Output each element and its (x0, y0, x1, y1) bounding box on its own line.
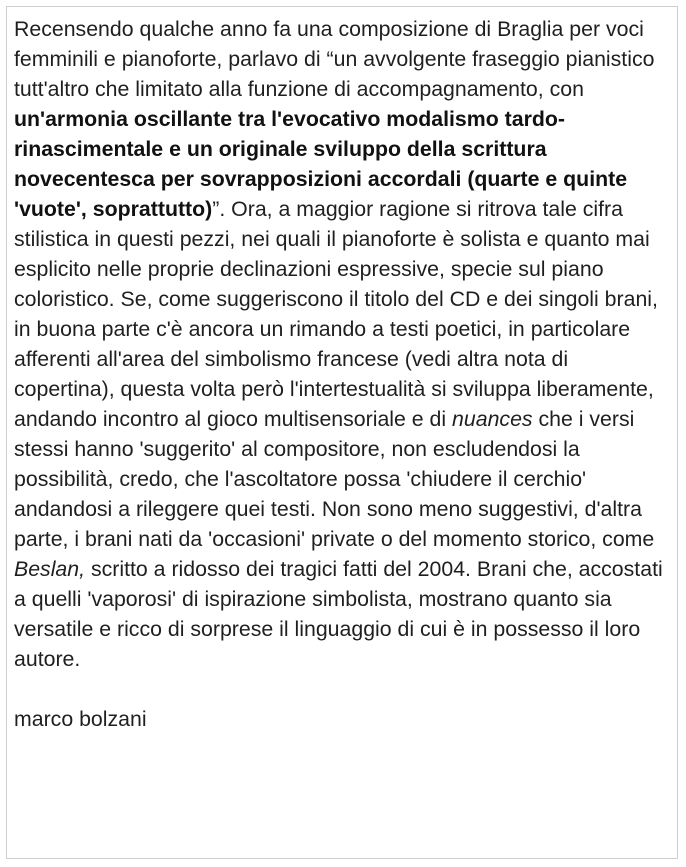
review-paragraph (14, 14, 674, 674)
review-bold-quote: un'armonia oscillante tra l'evocativo modalismo tardo-rinascimentale e un originale sviluppo della scrittura novecentesca per sovrapposizioni accordali (quarte e quinte 'vuote', soprattutto) (14, 107, 628, 221)
review-italic-beslan: Beslan, (14, 557, 86, 581)
review-author: marco bolzani (14, 707, 147, 731)
review-text-2: ”. Ora, a maggior ragione si ritrova tale cifra stilistica in questi pezzi, nei quali il pianoforte è solista e quanto mai esplicito nelle proprie declinazioni espressive, specie sul piano coloristico. Se, come suggeriscono il titolo del CD e dei singoli brani, in buona parte c'è ancora un rimando a testi poetici, in particolare afferenti all'area del simbolismo francese (vedi altra nota di copertina), questa volta però l'intertestualità si sviluppa liberamente, andando incontro al gioco multisensoriale e di (14, 197, 658, 431)
review-text-3: che i versi stessi hanno 'suggerito' al compositore, non escludendosi la possibilità, credo, che l'ascoltatore possa 'chiudere il cerchio' andandosi a rileggere quei testi. Non sono meno suggestivi, d'altra parte, i brani nati da 'occasioni' private o del momento storico, come (14, 407, 655, 551)
review-article (14, 14, 674, 734)
review-text-1: Recensendo qualche anno fa una composizione di Braglia per voci femminili e pianoforte, parlavo di “un avvolgente fraseggio pianistico tutt'altro che limitato alla funzione di accompagnamento, con (14, 17, 655, 101)
review-italic-nuances: nuances (452, 407, 533, 431)
review-text-4: scritto a ridosso dei tragici fatti del 2004. Brani che, accostati a quelli 'vaporosi' di ispirazione simbolista, mostrano quanto sia versatile e ricco di sorprese il linguaggio di cui è in possesso il loro autore. (14, 557, 663, 671)
